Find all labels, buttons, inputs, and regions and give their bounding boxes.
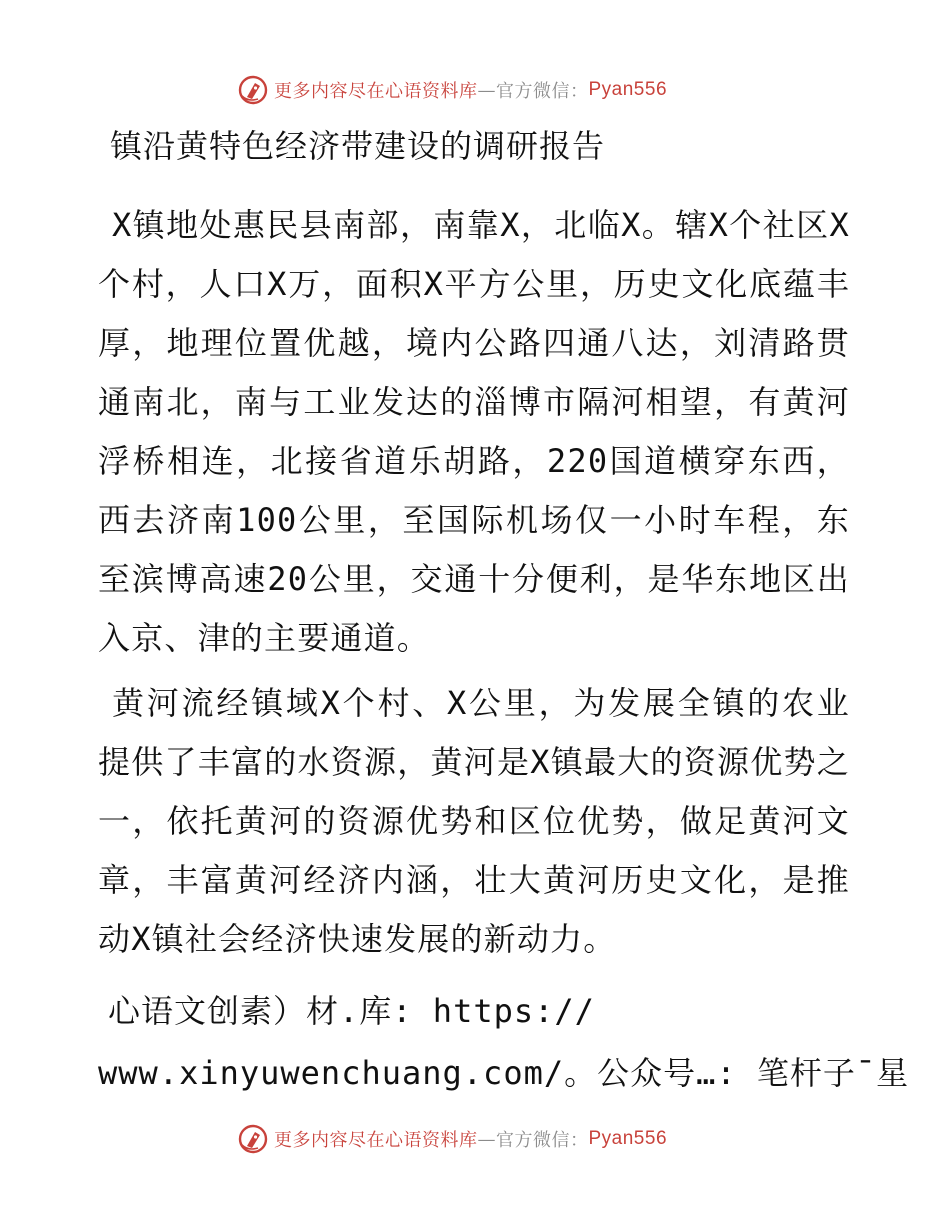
banner-wechat-label: 官方微信： (496, 81, 589, 102)
source-note (98, 980, 910, 1104)
source-line-2: www.xinyuwenchuang.com/。公众号…: 笔杆子¯星 (98, 1054, 910, 1092)
banner-dash: — (477, 79, 496, 101)
document-title: 镇沿黄特色经济带建设的调研报告 (110, 127, 606, 165)
banner-promo-text: 更多内容尽在心语资料库 (274, 81, 478, 102)
source-line-1: 心语文创素）材.库: https:// (108, 992, 595, 1030)
footer-wechat-label: 官方微信： (496, 1130, 589, 1151)
pen-nib-logo-icon (238, 75, 268, 105)
paragraph-1: X镇地处惠民县南部，南靠X，北临X。辖X个社区X个村，人口X万，面积X平方公里，历史文化底蕴丰厚，地理位置优越，境内公路四通八达，刘清路贯通南北，南与工业发达的淄博市隔河相望，有黄河浮桥相连，北接省道乐胡路，220国道横穿东西，西去济南100公里，至国际机场仅一小时车程，东至滨博高速20公里，交通十分便利，是华东地区出入京、津的主要通道。 (98, 206, 850, 657)
paragraph-2: 黄河流经镇域X个村、X公里，为发展全镇的农业提供了丰富的水资源，黄河是X镇最大的资源优势之一，依托黄河的资源优势和区位优势，做足黄河文章，丰富黄河经济内涵，壮大黄河历史文化，是推动X镇社会经济快速发展的新动力。 (98, 684, 850, 958)
banner-wechat-id: Pyan556 (588, 79, 668, 100)
footer-dash: — (477, 1128, 496, 1150)
footer-banner (238, 1122, 718, 1156)
footer-wechat-id: Pyan556 (588, 1128, 668, 1149)
footer-promo-text: 更多内容尽在心语资料库 (274, 1130, 478, 1151)
header-banner (238, 73, 718, 107)
pen-nib-logo-icon (238, 1124, 268, 1154)
